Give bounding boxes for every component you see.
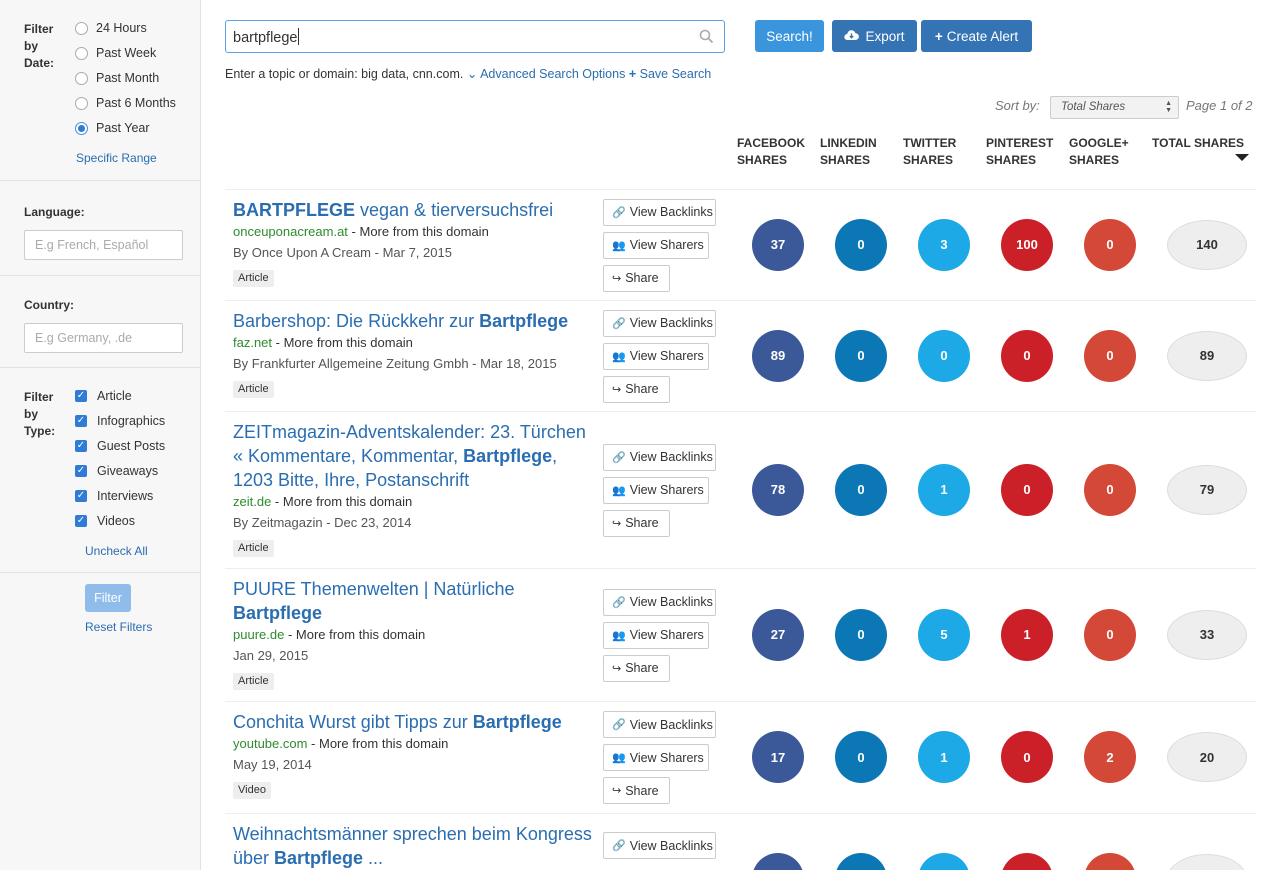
content-type-badge: Article bbox=[233, 270, 274, 287]
pinterest-shares-circle[interactable]: 0 bbox=[1001, 731, 1053, 783]
facebook-shares-circle[interactable]: 37 bbox=[752, 219, 804, 271]
title-segment: Bartpflege bbox=[479, 311, 569, 331]
twitter-shares-circle[interactable]: 3 bbox=[918, 219, 970, 271]
page-indicator: Page 1 of 2 bbox=[1186, 98, 1253, 113]
share-label: Share bbox=[625, 783, 659, 798]
view-backlinks-button[interactable] bbox=[603, 444, 716, 471]
view-backlinks-button[interactable] bbox=[603, 310, 716, 337]
pinterest-shares-circle[interactable]: 0 bbox=[1001, 330, 1053, 382]
result-byline: By Frankfurter Allgemeine Zeitung Gmbh - Mar 18, 2015 bbox=[233, 356, 557, 371]
sort-select[interactable] bbox=[1050, 96, 1179, 119]
hint-text: Enter a topic or domain: big data, cnn.com. bbox=[225, 67, 464, 81]
select-arrows-icon: ▲ ▼ bbox=[1165, 100, 1172, 114]
view-sharers-label: View Sharers bbox=[629, 349, 704, 363]
date-option[interactable] bbox=[75, 19, 147, 37]
reset-filters-link[interactable]: Reset Filters bbox=[85, 620, 153, 634]
type-option-label: Videos bbox=[97, 514, 135, 528]
linkedin-shares-circle[interactable]: 0 bbox=[835, 330, 887, 382]
view-sharers-button[interactable] bbox=[603, 477, 709, 504]
title-segment: Bartpflege bbox=[274, 848, 364, 868]
type-filter-label: Filter by Type: bbox=[24, 390, 56, 438]
search-icon bbox=[699, 29, 714, 47]
pinterest-shares-circle[interactable]: 1 bbox=[1001, 609, 1053, 661]
link-icon: 🔗 bbox=[612, 451, 626, 464]
view-sharers-label: View Sharers bbox=[629, 750, 704, 765]
share-icon: ↪ bbox=[612, 785, 622, 797]
filter-sidebar bbox=[0, 0, 201, 870]
type-option-label: Interviews bbox=[97, 489, 154, 503]
radio-button[interactable] bbox=[75, 22, 88, 35]
date-option[interactable] bbox=[75, 94, 176, 112]
more-from-domain-link[interactable]: More from this domain bbox=[282, 494, 413, 509]
result-title-link[interactable] bbox=[233, 309, 593, 333]
total-shares-circle: 79 bbox=[1167, 465, 1247, 515]
cloud-download-icon bbox=[844, 29, 859, 44]
view-backlinks-label: View Backlinks bbox=[629, 717, 713, 732]
type-option-label: Infographics bbox=[97, 414, 166, 428]
column-header: PINTEREST SHARES bbox=[986, 136, 1054, 167]
checkbox[interactable]: ✓ bbox=[76, 490, 86, 501]
search-query: bartpflege bbox=[233, 30, 298, 46]
more-from-domain-link[interactable]: More from this domain bbox=[295, 627, 426, 642]
date-option-label: 24 Hours bbox=[96, 21, 147, 35]
date-option[interactable] bbox=[75, 119, 150, 137]
linkedin-shares-circle[interactable]: 0 bbox=[835, 731, 887, 783]
share-icon: ↪ bbox=[612, 662, 622, 675]
type-option-label: Giveaways bbox=[97, 464, 159, 478]
sort-desc-icon[interactable] bbox=[1235, 154, 1249, 161]
twitter-shares-circle[interactable]: 0 bbox=[918, 330, 970, 382]
radio-button[interactable] bbox=[75, 47, 88, 60]
domain-link[interactable]: zeit.de bbox=[233, 494, 272, 509]
result-domain: faz.net - More from this domain bbox=[233, 335, 413, 350]
search-button[interactable]: Search! bbox=[755, 20, 824, 52]
plus-icon: + bbox=[628, 67, 637, 81]
result-title-link[interactable] bbox=[233, 420, 593, 492]
more-from-domain-link[interactable]: More from this domain bbox=[283, 335, 413, 350]
date-option-label: Past Month bbox=[96, 71, 160, 85]
pinterest-shares-circle[interactable]: 0 bbox=[1001, 464, 1053, 516]
title-segment: PUURE Themenwelten | Natürliche bbox=[233, 579, 515, 599]
linkedin-shares-circle[interactable]: 0 bbox=[835, 464, 887, 516]
facebook-shares-circle[interactable]: 78 bbox=[752, 464, 804, 516]
sort-selected: Total Shares bbox=[1061, 101, 1126, 113]
type-option[interactable] bbox=[75, 437, 165, 455]
save-search-link[interactable] bbox=[629, 67, 711, 81]
checkbox[interactable]: ✓ bbox=[76, 515, 86, 526]
specific-range-link[interactable]: Specific Range bbox=[76, 151, 157, 165]
country-label: Country: bbox=[24, 298, 74, 312]
title-segment: Weihnachtsmänner sprechen beim Kongress über bbox=[233, 824, 592, 868]
view-backlinks-button[interactable] bbox=[603, 199, 716, 226]
view-sharers-label: View Sharers bbox=[629, 238, 704, 252]
share-button[interactable] bbox=[603, 376, 670, 403]
title-segment: ... bbox=[363, 848, 384, 868]
twitter-shares-circle[interactable]: 1 bbox=[918, 731, 970, 783]
pinterest-shares-circle[interactable]: 100 bbox=[1001, 219, 1053, 271]
twitter-shares-circle[interactable]: 5 bbox=[918, 609, 970, 661]
chevron-down-icon: ⌄ bbox=[466, 67, 478, 81]
google-plus-shares-circle[interactable]: 0 bbox=[1084, 464, 1136, 516]
date-option-label: Past Week bbox=[96, 46, 157, 60]
content-type-badge: Article bbox=[233, 540, 274, 557]
users-icon: 👥 bbox=[612, 629, 626, 642]
type-option-label: Guest Posts bbox=[97, 439, 166, 453]
total-shares-circle: 20 bbox=[1167, 732, 1247, 782]
view-sharers-button[interactable] bbox=[603, 343, 709, 370]
share-label: Share bbox=[625, 382, 659, 396]
type-option[interactable] bbox=[75, 512, 135, 530]
result-domain: puure.de - More from this domain bbox=[233, 627, 426, 642]
facebook-shares-circle[interactable]: 89 bbox=[752, 330, 804, 382]
create-alert-label: Create Alert bbox=[946, 28, 1019, 44]
radio-button[interactable] bbox=[75, 97, 88, 110]
users-icon: 👥 bbox=[612, 752, 626, 764]
share-icon: ↪ bbox=[612, 272, 622, 285]
share-label: Share bbox=[625, 516, 659, 530]
view-sharers-label: View Sharers bbox=[629, 628, 704, 642]
view-backlinks-label: View Backlinks bbox=[629, 450, 713, 464]
checkbox[interactable]: ✓ bbox=[76, 415, 86, 426]
type-option[interactable] bbox=[75, 387, 132, 405]
google-plus-shares-circle[interactable]: 2 bbox=[1084, 731, 1136, 783]
type-option[interactable] bbox=[75, 412, 165, 430]
title-segment: , 1203 Bitte, Ihre, Postanschrift bbox=[233, 446, 558, 490]
share-label: Share bbox=[625, 271, 659, 285]
checkbox[interactable]: ✓ bbox=[76, 440, 86, 451]
title-segment: Barbershop: Die Rückkehr zur bbox=[233, 311, 480, 331]
link-icon: 🔗 bbox=[612, 719, 626, 731]
search-hint bbox=[225, 66, 711, 81]
title-segment: ZEITmagazin-Adventskalender: 23. Türchen « Kommentare, Kommentar, bbox=[233, 422, 586, 466]
view-sharers-button[interactable] bbox=[603, 622, 709, 649]
share-button[interactable] bbox=[603, 655, 670, 682]
view-backlinks-button[interactable] bbox=[603, 832, 716, 859]
view-backlinks-button[interactable] bbox=[603, 589, 716, 616]
result-byline: By Zeitmagazin - Dec 23, 2014 bbox=[233, 515, 412, 530]
view-sharers-button[interactable] bbox=[603, 232, 709, 259]
title-segment: BARTPFLEGE bbox=[233, 200, 356, 220]
more-from-domain-link[interactable]: More from this domain bbox=[319, 736, 449, 751]
share-label: Share bbox=[625, 661, 659, 675]
language-label: Language: bbox=[24, 205, 85, 219]
save-search-label: Save Search bbox=[639, 67, 712, 81]
uncheck-all-link[interactable]: Uncheck All bbox=[85, 544, 148, 558]
result-byline: By Once Upon A Cream - Mar 7, 2015 bbox=[233, 245, 452, 260]
export-button[interactable] bbox=[832, 20, 917, 52]
linkedin-shares-circle[interactable]: 0 bbox=[835, 609, 887, 661]
column-header[interactable]: TOTAL SHARES bbox=[1152, 136, 1245, 150]
search-input[interactable] bbox=[225, 20, 725, 53]
domain-link[interactable]: youtube.com bbox=[233, 736, 308, 751]
view-backlinks-label: View Backlinks bbox=[629, 595, 713, 609]
date-option[interactable] bbox=[75, 69, 159, 87]
column-header: LINKEDIN SHARES bbox=[820, 136, 877, 167]
share-icon: ↪ bbox=[612, 517, 622, 530]
date-filter-label: Filter by Date: bbox=[24, 22, 55, 70]
checkbox[interactable]: ✓ bbox=[76, 465, 86, 476]
google-plus-shares-circle[interactable]: 0 bbox=[1084, 330, 1136, 382]
view-backlinks-button[interactable] bbox=[603, 711, 716, 738]
language-input[interactable]: E.g French, Español bbox=[24, 230, 183, 260]
date-option-label: Past 6 Months bbox=[96, 96, 176, 110]
type-option[interactable] bbox=[75, 462, 158, 480]
more-from-domain-link[interactable]: More from this domain bbox=[359, 224, 489, 239]
radio-button[interactable] bbox=[75, 122, 88, 135]
title-segment: Bartpflege bbox=[472, 712, 562, 732]
title-segment: Conchita Wurst gibt Tipps zur bbox=[233, 712, 473, 732]
country-input[interactable]: E.g Germany, .de bbox=[24, 323, 183, 353]
users-icon: 👥 bbox=[612, 484, 626, 497]
users-icon: 👥 bbox=[612, 239, 626, 252]
content-type-badge: Article bbox=[233, 673, 274, 690]
date-option-label: Past Year bbox=[96, 121, 150, 135]
domain-link[interactable]: puure.de bbox=[233, 627, 285, 642]
filter-button[interactable]: Filter bbox=[85, 584, 131, 612]
result-title-link[interactable] bbox=[233, 198, 593, 222]
google-plus-shares-circle[interactable]: 0 bbox=[1084, 609, 1136, 661]
content-type-badge: Article bbox=[233, 381, 274, 398]
facebook-shares-circle[interactable]: 17 bbox=[752, 731, 804, 783]
content-type-badge: Video bbox=[233, 782, 271, 799]
share-button[interactable] bbox=[603, 265, 670, 292]
facebook-shares-circle[interactable]: 27 bbox=[752, 609, 804, 661]
total-shares-circle: 140 bbox=[1167, 220, 1247, 270]
result-domain: onceuponacream.at - More from this domain bbox=[233, 224, 489, 239]
total-shares-circle: 33 bbox=[1167, 610, 1247, 660]
result-title-link[interactable] bbox=[233, 710, 593, 734]
view-sharers-button[interactable] bbox=[603, 744, 709, 771]
result-domain: youtube.com - More from this domain bbox=[233, 736, 449, 751]
view-sharers-label: View Sharers bbox=[629, 483, 704, 497]
advanced-search-label: Advanced Search Options bbox=[480, 67, 626, 81]
domain-link[interactable]: onceuponacream.at bbox=[233, 224, 348, 239]
create-alert-button[interactable] bbox=[921, 20, 1032, 52]
link-icon: 🔗 bbox=[612, 206, 626, 219]
result-title-link[interactable] bbox=[233, 577, 593, 625]
result-title-link[interactable] bbox=[233, 822, 593, 870]
share-button[interactable] bbox=[603, 777, 670, 804]
plus-icon: + bbox=[934, 28, 943, 44]
radio-button[interactable] bbox=[75, 72, 88, 85]
title-segment: vegan & tierversuchsfrei bbox=[355, 200, 554, 220]
column-header: GOOGLE+ SHARES bbox=[1069, 136, 1129, 167]
share-button[interactable] bbox=[603, 510, 670, 537]
title-segment: Bartpflege bbox=[233, 603, 323, 623]
total-shares-circle: 89 bbox=[1167, 331, 1247, 381]
advanced-search-link[interactable] bbox=[467, 67, 626, 81]
link-icon: 🔗 bbox=[612, 840, 626, 852]
column-header: TWITTER SHARES bbox=[903, 136, 957, 167]
type-option-label: Article bbox=[97, 389, 132, 403]
result-domain: zeit.de - More from this domain bbox=[233, 494, 413, 509]
export-label: Export bbox=[865, 28, 905, 44]
type-option[interactable] bbox=[75, 487, 153, 505]
link-icon: 🔗 bbox=[612, 596, 626, 609]
column-header: FACEBOOK SHARES bbox=[737, 136, 806, 167]
domain-link[interactable]: faz.net bbox=[233, 335, 273, 350]
google-plus-shares-circle[interactable]: 0 bbox=[1084, 219, 1136, 271]
sort-label: Sort by: bbox=[995, 98, 1040, 113]
twitter-shares-circle[interactable]: 1 bbox=[918, 464, 970, 516]
share-icon: ↪ bbox=[612, 383, 622, 396]
view-backlinks-label: View Backlinks bbox=[629, 205, 713, 219]
link-icon: 🔗 bbox=[612, 317, 626, 330]
view-backlinks-label: View Backlinks bbox=[629, 316, 713, 330]
title-segment: Bartpflege bbox=[463, 446, 553, 466]
checkbox[interactable]: ✓ bbox=[76, 390, 86, 401]
date-option[interactable] bbox=[75, 44, 156, 62]
users-icon: 👥 bbox=[612, 350, 626, 363]
result-byline: May 19, 2014 bbox=[233, 757, 312, 772]
view-backlinks-label: View Backlinks bbox=[629, 838, 713, 853]
result-byline: Jan 29, 2015 bbox=[233, 648, 309, 663]
linkedin-shares-circle[interactable]: 0 bbox=[835, 219, 887, 271]
